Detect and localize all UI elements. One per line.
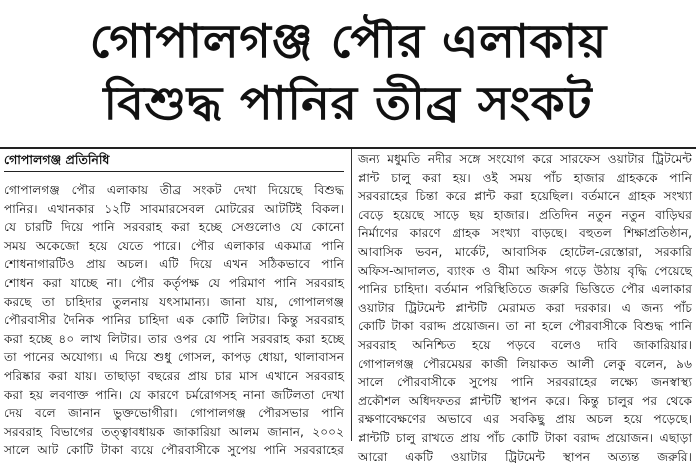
text-line: প্লান্টটি চালু রাখতে প্রায় পাঁচ কোটি টাকা বরাদ্দ প্রয়োজন। এছাড়া (358, 429, 692, 448)
text-line: বেড়ে হয়েছে সাড়ে ছয় হাজার। প্রতিদিন নতুন নতুন বাড়িঘর (358, 206, 692, 225)
text-line: সরবরাহ বিভাগের তত্ত্বাবধায়ক জাকারিয়া আলম জানান, ২০০২ (4, 423, 344, 442)
article-right-column (358, 150, 692, 441)
text-line: প্লান্ট চালু করা হয়। ওই সময় পাঁচ হাজার গ্রাহককে পানি (358, 169, 692, 188)
byline: গোপালগঞ্জ প্রতিনিধি (4, 150, 344, 172)
text-line: গোপালগঞ্জ পৌরমেয়র কাজী লিয়াকত আলী লেকু বলেন, ৯৬ (358, 355, 692, 374)
headline-line-1: গোপালগঞ্জ পৌর এলাকায় (89, 10, 606, 72)
headline-line-2: বিশুদ্ধ পানির তীব্র সংকট (104, 72, 593, 134)
text-line: যে চারটি দিয়ে পানি সরবরাহ করা হচ্ছে সেগুলোও যে কোনো (4, 218, 344, 237)
headline (0, 4, 696, 140)
text-line: পানির। এখানকার ১২টি সাবমারসেবল মোটরের আটটিই বিকল। (4, 200, 344, 219)
text-line: শোধন করা যাচ্ছে না। পৌর কর্তৃপক্ষ যে পরিমাণ পানি সরবরাহ (4, 274, 344, 293)
text-line: করা হচ্ছে ৪০ লাখ লিটার। তার ওপর যে পানি সরবরাহ করা হচ্ছে (4, 330, 344, 349)
column-divider (351, 149, 352, 441)
article-left-column (4, 150, 344, 441)
text-line: তা পানের অযোগ্য। এ দিয়ে শুধু গোসল, কাপড় ধোয়া, থালাবাসন (4, 348, 344, 367)
text-line: পৌরবাসীর দৈনিক পানির চাহিদা এক কোটি লিটার। কিন্তু সরবরাহ (4, 311, 344, 330)
text-line: সালে আট কোটি টাকা ব্যয়ে পৌরবাসীকে সুপেয় পানি সরবরাহের (4, 441, 344, 460)
text-line: সরবরাহের চিন্তা করে প্লান্ট করা হয়েছিল। বর্তমানে গ্রাহক সংখ্যা (358, 187, 692, 206)
right-column-text (358, 150, 692, 466)
text-line: সালে পৌরবাসীকে সুপেয় পানি সরবরাহের লক্ষ্যে জনস্বাস্থ্য (358, 373, 692, 392)
text-line: ওয়াটার ট্রিটমেন্ট প্লান্টটি মেরামত করা দরকার। এ জন্য পাঁচ (358, 299, 692, 318)
text-line: গোপালগঞ্জ পৌর এলাকায় তীব্র সংকট দেখা দিয়েছে বিশুদ্ধ (4, 181, 344, 200)
text-line: সময় অকেজো হয়ে যেতে পারে। পৌর এলাকার একমাত্র পানি (4, 237, 344, 256)
text-line: পানির চাহিদা। বর্তমান পরিস্থিতিতে জরুরি ভিত্তিতে পৌর এলাকার (358, 280, 692, 299)
text-line: কোটি টাকা বরাদ্দ প্রয়োজন। তা না হলে পৌরবাসীকে বিশুদ্ধ পানি (358, 317, 692, 336)
text-line: রক্ষণাবেক্ষণের অভাবে এর সবকিছু প্রায় অচল হয়ে পড়েছে। (358, 410, 692, 429)
text-line: শোধনাগারটিও প্রায় অচল। এটি দিয়ে এখন সঠিকভাবে পানি (4, 255, 344, 274)
text-line: প্রকৌশল অধিদফতর প্লান্টটি স্থাপন করে। কিন্তু চালুর পর থেকে (358, 392, 692, 411)
text-line: আরো একটি ওয়াটার ট্রিটমেন্ট স্থাপন অত্যন্ত জরুরি। (358, 448, 692, 466)
left-column-text (4, 181, 344, 460)
text-line: নির্মাণের কারণে গ্রাহক সংখ্যা বাড়ছে। বহুতল শিক্ষাপ্রতিষ্ঠান, (358, 224, 692, 243)
text-line: পরিষ্কার করা যায়। তাছাড়া বছরের প্রায় চার মাস এখানে সরবরাহ (4, 367, 344, 386)
text-line: করছে তা চাহিদার তুলনায় যৎসামান্য। জানা যায়, গোপালগঞ্জ (4, 293, 344, 312)
text-line: জন্য মধুমতি নদীর সঙ্গে সংযোগ করে সারফেস ওয়াটার ট্রিটমেন্ট (358, 150, 692, 169)
text-line: সরবরাহ অনিশ্চিত হয়ে পড়বে বলেও দাবি জাকারিয়ার। (358, 336, 692, 355)
text-line: করা হয় লবণাক্ত পানি। যে কারণে চর্মরোগসহ নানা জটিলতা দেখা (4, 386, 344, 405)
text-line: অফিস-আদালত, ব্যাংক ও বীমা অফিস গড়ে উঠায় বৃদ্ধি পেয়েছে (358, 262, 692, 281)
text-line: আবাসিক ভবন, মার্কেট, আবাসিক হোটেল-রেস্তোরা, সরকারি (358, 243, 692, 262)
headline-rule (0, 147, 696, 149)
text-line: দেয় বলে জানান ভুক্তভোগীরা। গোপালগঞ্জ পৌরসভার পানি (4, 404, 344, 423)
